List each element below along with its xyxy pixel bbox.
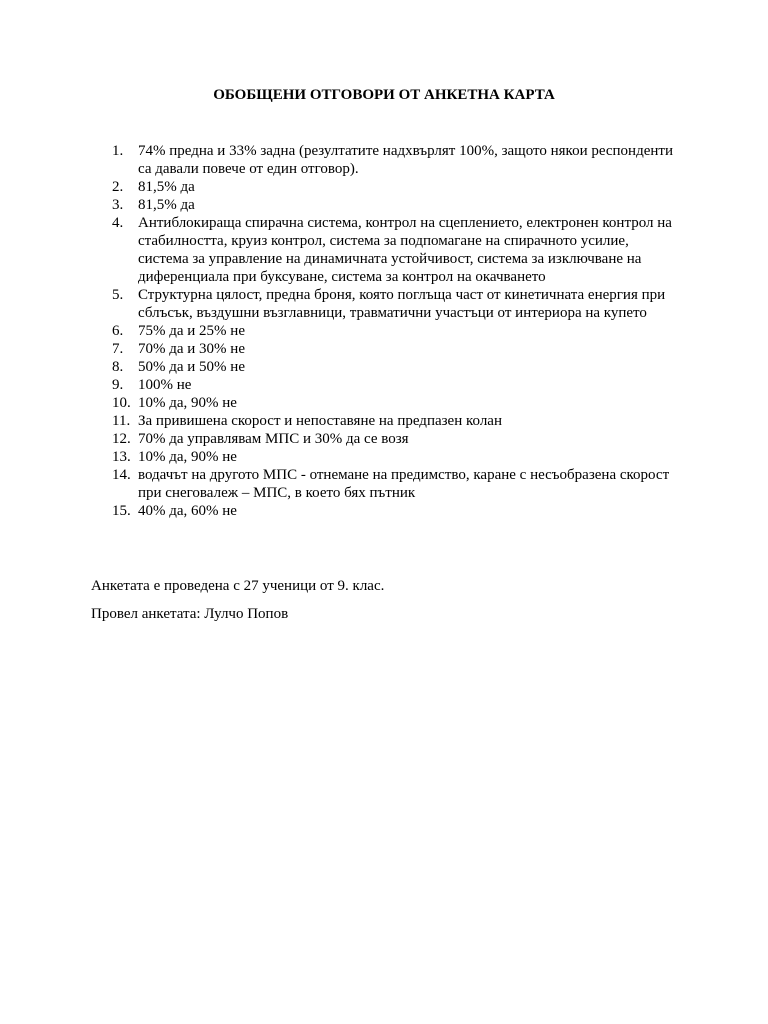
answer-number: 6. bbox=[112, 323, 124, 339]
answer-number: 10. bbox=[112, 395, 131, 411]
answer-number: 11. bbox=[112, 413, 131, 429]
answer-number: 2. bbox=[112, 179, 124, 195]
answer-text: 70% да управлявам МПС и 30% да се возя bbox=[138, 431, 409, 447]
answer-item bbox=[112, 430, 682, 448]
document-title: ОБОБЩЕНИ ОТГОВОРИ ОТ АНКЕТНА КАРТА bbox=[213, 87, 555, 103]
answer-item bbox=[112, 376, 682, 394]
answer-number: 4. bbox=[112, 215, 124, 231]
answer-item bbox=[112, 214, 682, 286]
answer-text: 75% да и 25% не bbox=[138, 323, 245, 339]
answer-number: 7. bbox=[112, 341, 124, 357]
answer-text: водачът на другото МПС - отнемане на предимство, каране с несъобразена скорост при снеговалеж – МПС, в което бях пътник bbox=[138, 467, 670, 501]
answer-number: 1. bbox=[112, 143, 124, 159]
answer-item bbox=[112, 322, 682, 340]
answer-number: 9. bbox=[112, 377, 124, 393]
answer-item bbox=[112, 196, 682, 214]
answer-text: 10% да, 90% не bbox=[138, 449, 237, 465]
answer-number: 3. bbox=[112, 197, 124, 213]
answer-item bbox=[112, 286, 682, 322]
answer-number: 15. bbox=[112, 503, 131, 519]
answer-text: 50% да и 50% не bbox=[138, 359, 245, 375]
answer-number: 12. bbox=[112, 431, 131, 447]
answer-item bbox=[112, 448, 682, 466]
answer-text: Структурна цялост, предна броня, която поглъща част от кинетичната енергия при сблъсък, въздушни възглавници, травматични участъци от интериора на купето bbox=[138, 287, 666, 321]
answer-item bbox=[112, 502, 682, 520]
answer-number: 8. bbox=[112, 359, 124, 375]
answer-item bbox=[112, 412, 682, 430]
answer-text: 10% да, 90% не bbox=[138, 395, 237, 411]
answer-text: 70% да и 30% не bbox=[138, 341, 245, 357]
answers-list bbox=[112, 142, 682, 520]
answer-text: За привишена скорост и непоставяне на предпазен колан bbox=[138, 413, 502, 429]
answer-item bbox=[112, 466, 682, 502]
answer-item bbox=[112, 340, 682, 358]
answer-item bbox=[112, 358, 682, 376]
answer-item bbox=[112, 394, 682, 412]
answer-number: 5. bbox=[112, 287, 124, 303]
answer-number: 14. bbox=[112, 467, 131, 483]
answer-text: 40% да, 60% не bbox=[138, 503, 237, 519]
answer-text: 81,5% да bbox=[138, 197, 195, 213]
answer-text: 81,5% да bbox=[138, 179, 195, 195]
survey-info: Анкетата е проведена с 27 ученици от 9. клас. bbox=[91, 578, 385, 594]
answer-item bbox=[112, 178, 682, 196]
answer-item bbox=[112, 142, 682, 178]
survey-author: Провел анкетата: Лулчо Попов bbox=[91, 606, 289, 622]
answer-text: 74% предна и 33% задна (резултатите надхвърлят 100%, защото някои респонденти са давали повече от един отговор). bbox=[138, 143, 673, 177]
answer-text: Антиблокираща спирачна система, контрол на сцеплението, електронен контрол на стабилността, круиз контрол, система за подпомагане на спирачното усилие, система за управление на динамичната устойчивост, система за изключване на диференциала при буксуване, система за контрол на окачването bbox=[138, 215, 672, 285]
answer-text: 100% не bbox=[138, 377, 192, 393]
answer-number: 13. bbox=[112, 449, 131, 465]
